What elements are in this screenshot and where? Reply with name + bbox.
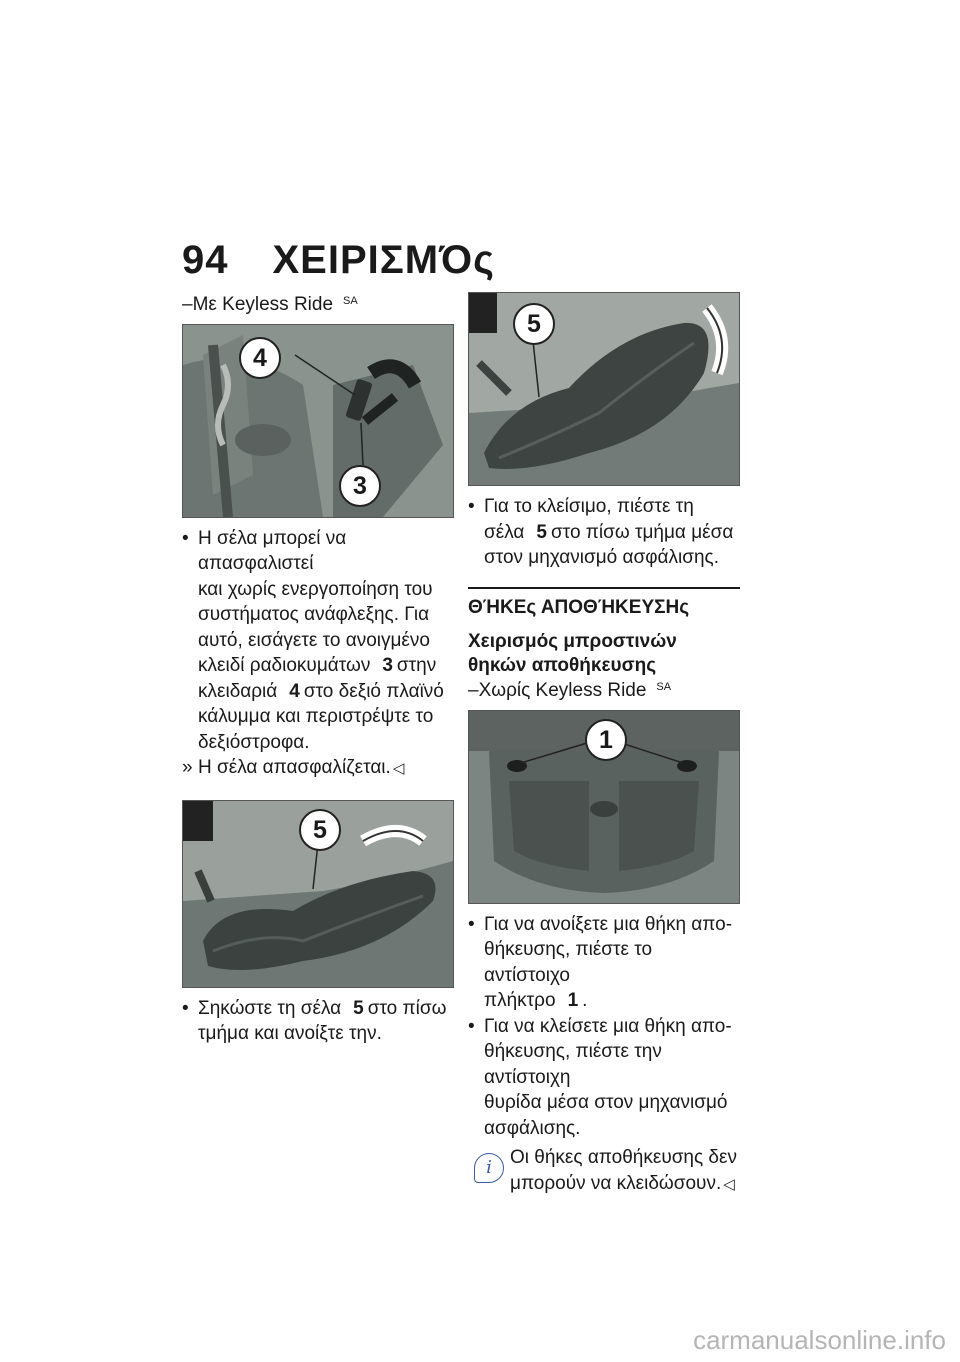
end-mark-right: ◁ bbox=[723, 1175, 735, 1193]
ref-3: 3 bbox=[382, 655, 393, 676]
ref-5: 5 bbox=[353, 997, 364, 1019]
chapter-title: ΧΕΙΡΙΣΜΌς bbox=[272, 238, 495, 282]
step-open-compartment: • Για να ανοίξετε μια θήκη απο- θήκευσης, πιέστε το αντίστοιχο πλήκτρο 1 . bbox=[468, 912, 740, 1014]
step-lift-seat: • Σηκώστε τη σέλα 5 στο πίσω τμήμα και ανοίξτε την. bbox=[182, 996, 454, 1047]
left-column bbox=[182, 292, 454, 1047]
info-icon: i bbox=[474, 1153, 504, 1183]
callout-3: 3 bbox=[339, 465, 381, 507]
watermark: carmanualsonline.info bbox=[693, 1325, 946, 1355]
sa-superscript: SA bbox=[343, 295, 358, 307]
result-seat-unlocked: » Η σέλα απασφαλίζεται. ◁ bbox=[182, 755, 454, 782]
seat-lock-illustration bbox=[183, 325, 453, 517]
callout-5: 5 bbox=[299, 809, 341, 851]
photo-seat-lock bbox=[182, 324, 454, 518]
page-header bbox=[182, 238, 495, 283]
callout-1: 1 bbox=[585, 719, 627, 761]
callout-5-close: 5 bbox=[513, 303, 555, 345]
step-close-compartment: • Για να κλείσετε μια θήκη απο- θήκευσης, πιέστε την αντίστοιχη θυρίδα μέσα στον μηχανισμό ασφάλισης. bbox=[468, 1014, 740, 1142]
page-number: 94 bbox=[182, 238, 229, 282]
step-close-seat: • Για το κλείσιμο, πιέστε τη σέλα 5 στο πίσω τμήμα μέσα στον μηχανισμό ασφάλισης. bbox=[468, 494, 740, 571]
seat-close-illustration bbox=[469, 293, 739, 485]
right-column bbox=[468, 292, 740, 1197]
section-storage bbox=[468, 587, 740, 704]
subheading-no-keyless: –Χωρίς Keyless Ride $^{SA}$ bbox=[468, 680, 672, 701]
subheading-keyless: –Με Keyless Ride $^{SA}$ bbox=[182, 294, 358, 315]
photo-storage-compartments bbox=[468, 710, 740, 904]
section-title: ΘΉΚΕς ΑΠΟΘΉΚΕΥΣΗς bbox=[468, 596, 690, 618]
sa-superscript-right: SA bbox=[656, 681, 672, 693]
photo-seat-open bbox=[182, 800, 454, 988]
section-divider bbox=[468, 587, 740, 589]
ref-4: 4 bbox=[289, 680, 300, 702]
info-note: i Οι θήκες αποθήκευσης δεν μπορούν να κλειδώσουν. ◁ bbox=[468, 1145, 740, 1197]
storage-steps bbox=[468, 912, 740, 1198]
ref-5-close: 5 bbox=[536, 521, 547, 543]
callout-4: 4 bbox=[239, 337, 281, 379]
ref-1: 1 bbox=[567, 990, 579, 1011]
subsection-title: Χειρισμός μπροστινών θηκών αποθήκευσης bbox=[468, 631, 677, 676]
photo-seat-close bbox=[468, 292, 740, 486]
step-unlock-seat: • Η σέλα μπορεί να απασφαλιστεί και χωρίς ενεργοποίηση του συστήματος ανάφλεξης. Για αυτό, εισάγετε το ανοιγμένο κλειδί ραδιοκυμάτων 3 στην κλειδαριά 4 στο δεξιό πλαϊνό κάλυμμα και περιστρέψτε το δεξιόστροφα. » Η σέλα απασφαλίζεται. ◁ bbox=[182, 526, 454, 782]
end-mark: ◁ bbox=[392, 760, 405, 777]
